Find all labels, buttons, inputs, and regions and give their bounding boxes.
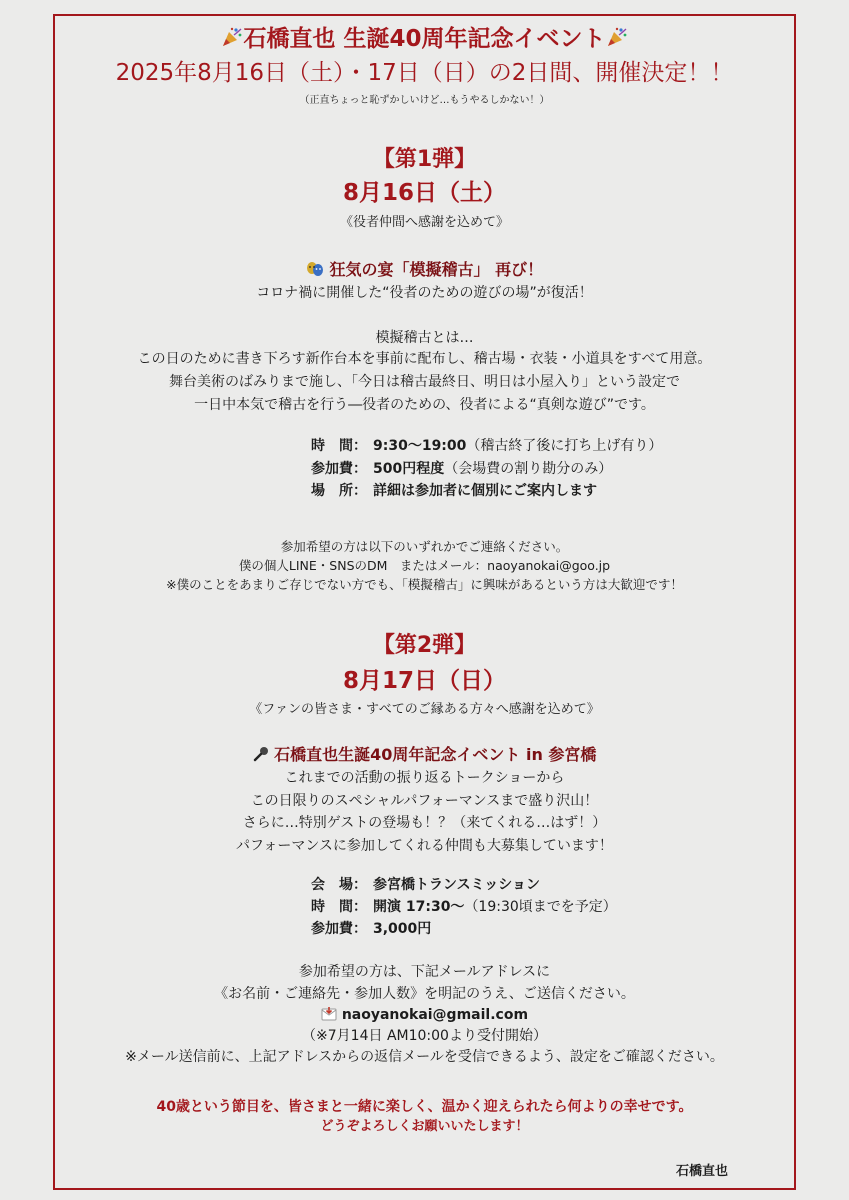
part2-detail-time <box>311 899 617 915</box>
part2-event-title-row <box>0 746 849 766</box>
part1-contact-line: 参加希望の方は以下のいずれかでご連絡ください。 <box>280 539 569 554</box>
party-popper-icon <box>221 26 243 54</box>
detail-note: （会場費の割り勘分のみ） <box>444 461 613 477</box>
part1-about-line: 一日中本気で稽古を行う―役者のための、役者による“真剣な遊び”です。 <box>194 397 655 413</box>
part1-contact-line: 僕の個人LINE・SNSのDM またはメール：naoyanokai@goo.jp <box>238 558 611 573</box>
part1-detail-time <box>311 438 662 454</box>
detail-label: 会 場： <box>311 877 367 893</box>
detail-value: 500円程度 <box>373 461 445 477</box>
part1-subtitle: 《役者仲間へ感謝を込めて》 <box>339 215 509 230</box>
detail-label: 場 所： <box>311 483 367 499</box>
part2-desc-line: これまでの活動の振り返るトークショーから <box>284 770 565 786</box>
detail-value: 3,000円 <box>373 921 432 937</box>
detail-label: 時 間： <box>311 438 367 454</box>
part2-detail-fee <box>311 921 431 937</box>
part1-detail-fee <box>311 461 612 477</box>
part2-event-title: 石橋直也生誕40周年記念イベント in 参宮橋 <box>274 745 597 764</box>
microphone-icon <box>253 746 269 766</box>
part2-subtitle: 《ファンの皆さま・すべてのご縁ある方々へ感謝を込めて》 <box>249 702 600 717</box>
part1-contact-line: ※僕のことをあまりご存じでない方でも、「模擬稽古」に興味があるという方は大歓迎です！ <box>166 577 683 592</box>
part2-desc-line: この日限りのスペシャルパフォーマンスまで盛り沢山！ <box>250 793 599 809</box>
part1-about-heading: 模擬稽古とは… <box>375 330 474 346</box>
part2-warning: ※メール送信前に、上記アドレスからの返信メールを受信できるよう、設定をご確認ください。 <box>125 1049 724 1065</box>
part2-open-note: （※7月14日 AM10:00より受付開始） <box>302 1028 547 1044</box>
detail-value: 9:30〜19:00 <box>373 438 467 454</box>
detail-note: （19:30頃までを予定） <box>464 899 617 915</box>
part2-heading: 【第2弾】 <box>372 633 477 658</box>
part2-email[interactable]: naoyanokai@gmail.com <box>341 1007 529 1023</box>
part2-date: 8月17日（日） <box>342 668 506 694</box>
part1-event-title: 狂気の宴「模擬稽古」 再び！ <box>329 260 544 279</box>
closing-line: 40歳という節目を、皆さまと一緒に楽しく、温かく迎えられたら何よりの幸せです。 <box>156 1099 693 1115</box>
part1-detail-place <box>311 483 597 499</box>
event-title: 石橋直也 生誕40周年記念イベント <box>243 26 606 52</box>
part1-about-line: この日のために書き下ろす新作台本を事前に配布し、稽古場・衣装・小道具をすべて用意。 <box>137 351 712 367</box>
detail-label: 時 間： <box>311 899 367 915</box>
part1-event-title-row <box>0 261 849 281</box>
part2-detail-venue <box>311 877 540 893</box>
signature: 石橋直也 <box>676 1164 729 1179</box>
part1-heading: 【第1弾】 <box>372 147 477 172</box>
closing-line: どうぞよろしくお願いいたします！ <box>320 1119 529 1134</box>
part1-intro: コロナ禍に開催した“役者のための遊びの場”が復活！ <box>256 285 593 301</box>
event-dates: 2025年8月16日（土）・17日（日）の2日間、開催決定！！ <box>115 60 734 86</box>
part2-email-row <box>0 1007 849 1025</box>
detail-value: 開演 17:30〜 <box>373 899 465 915</box>
part2-apply-line: 参加希望の方は、下記メールアドレスに <box>298 964 551 980</box>
envelope-icon <box>321 1007 337 1025</box>
detail-label: 参加費： <box>311 921 367 937</box>
event-title-row <box>0 26 849 54</box>
part1-date: 8月16日（土） <box>342 180 506 206</box>
party-popper-icon <box>606 26 628 54</box>
part2-apply-line: 《お名前・ご連絡先・参加人数》を明記のうえ、ご送信ください。 <box>214 986 635 1002</box>
detail-note: （稽古終了後に打ち上げ有り） <box>466 438 663 454</box>
part2-desc-line: パフォーマンスに参加してくれる仲間も大募集しています！ <box>236 838 613 854</box>
part1-about-line: 舞台美術のばみりまで施し、「今日は稽古最終日、明日は小屋入り」という設定で <box>169 374 680 390</box>
header-note: （正直ちょっと恥ずかしいけど…もうやるしかない！） <box>299 95 550 106</box>
detail-label: 参加費： <box>311 461 367 477</box>
theater-masks-icon <box>306 261 324 281</box>
detail-value: 参宮橋トランスミッション <box>373 877 541 893</box>
part2-desc-line: さらに…特別ゲストの登場も！？（来てくれる…はず！） <box>242 815 607 831</box>
detail-value: 詳細は参加者に個別にご案内します <box>373 483 597 499</box>
